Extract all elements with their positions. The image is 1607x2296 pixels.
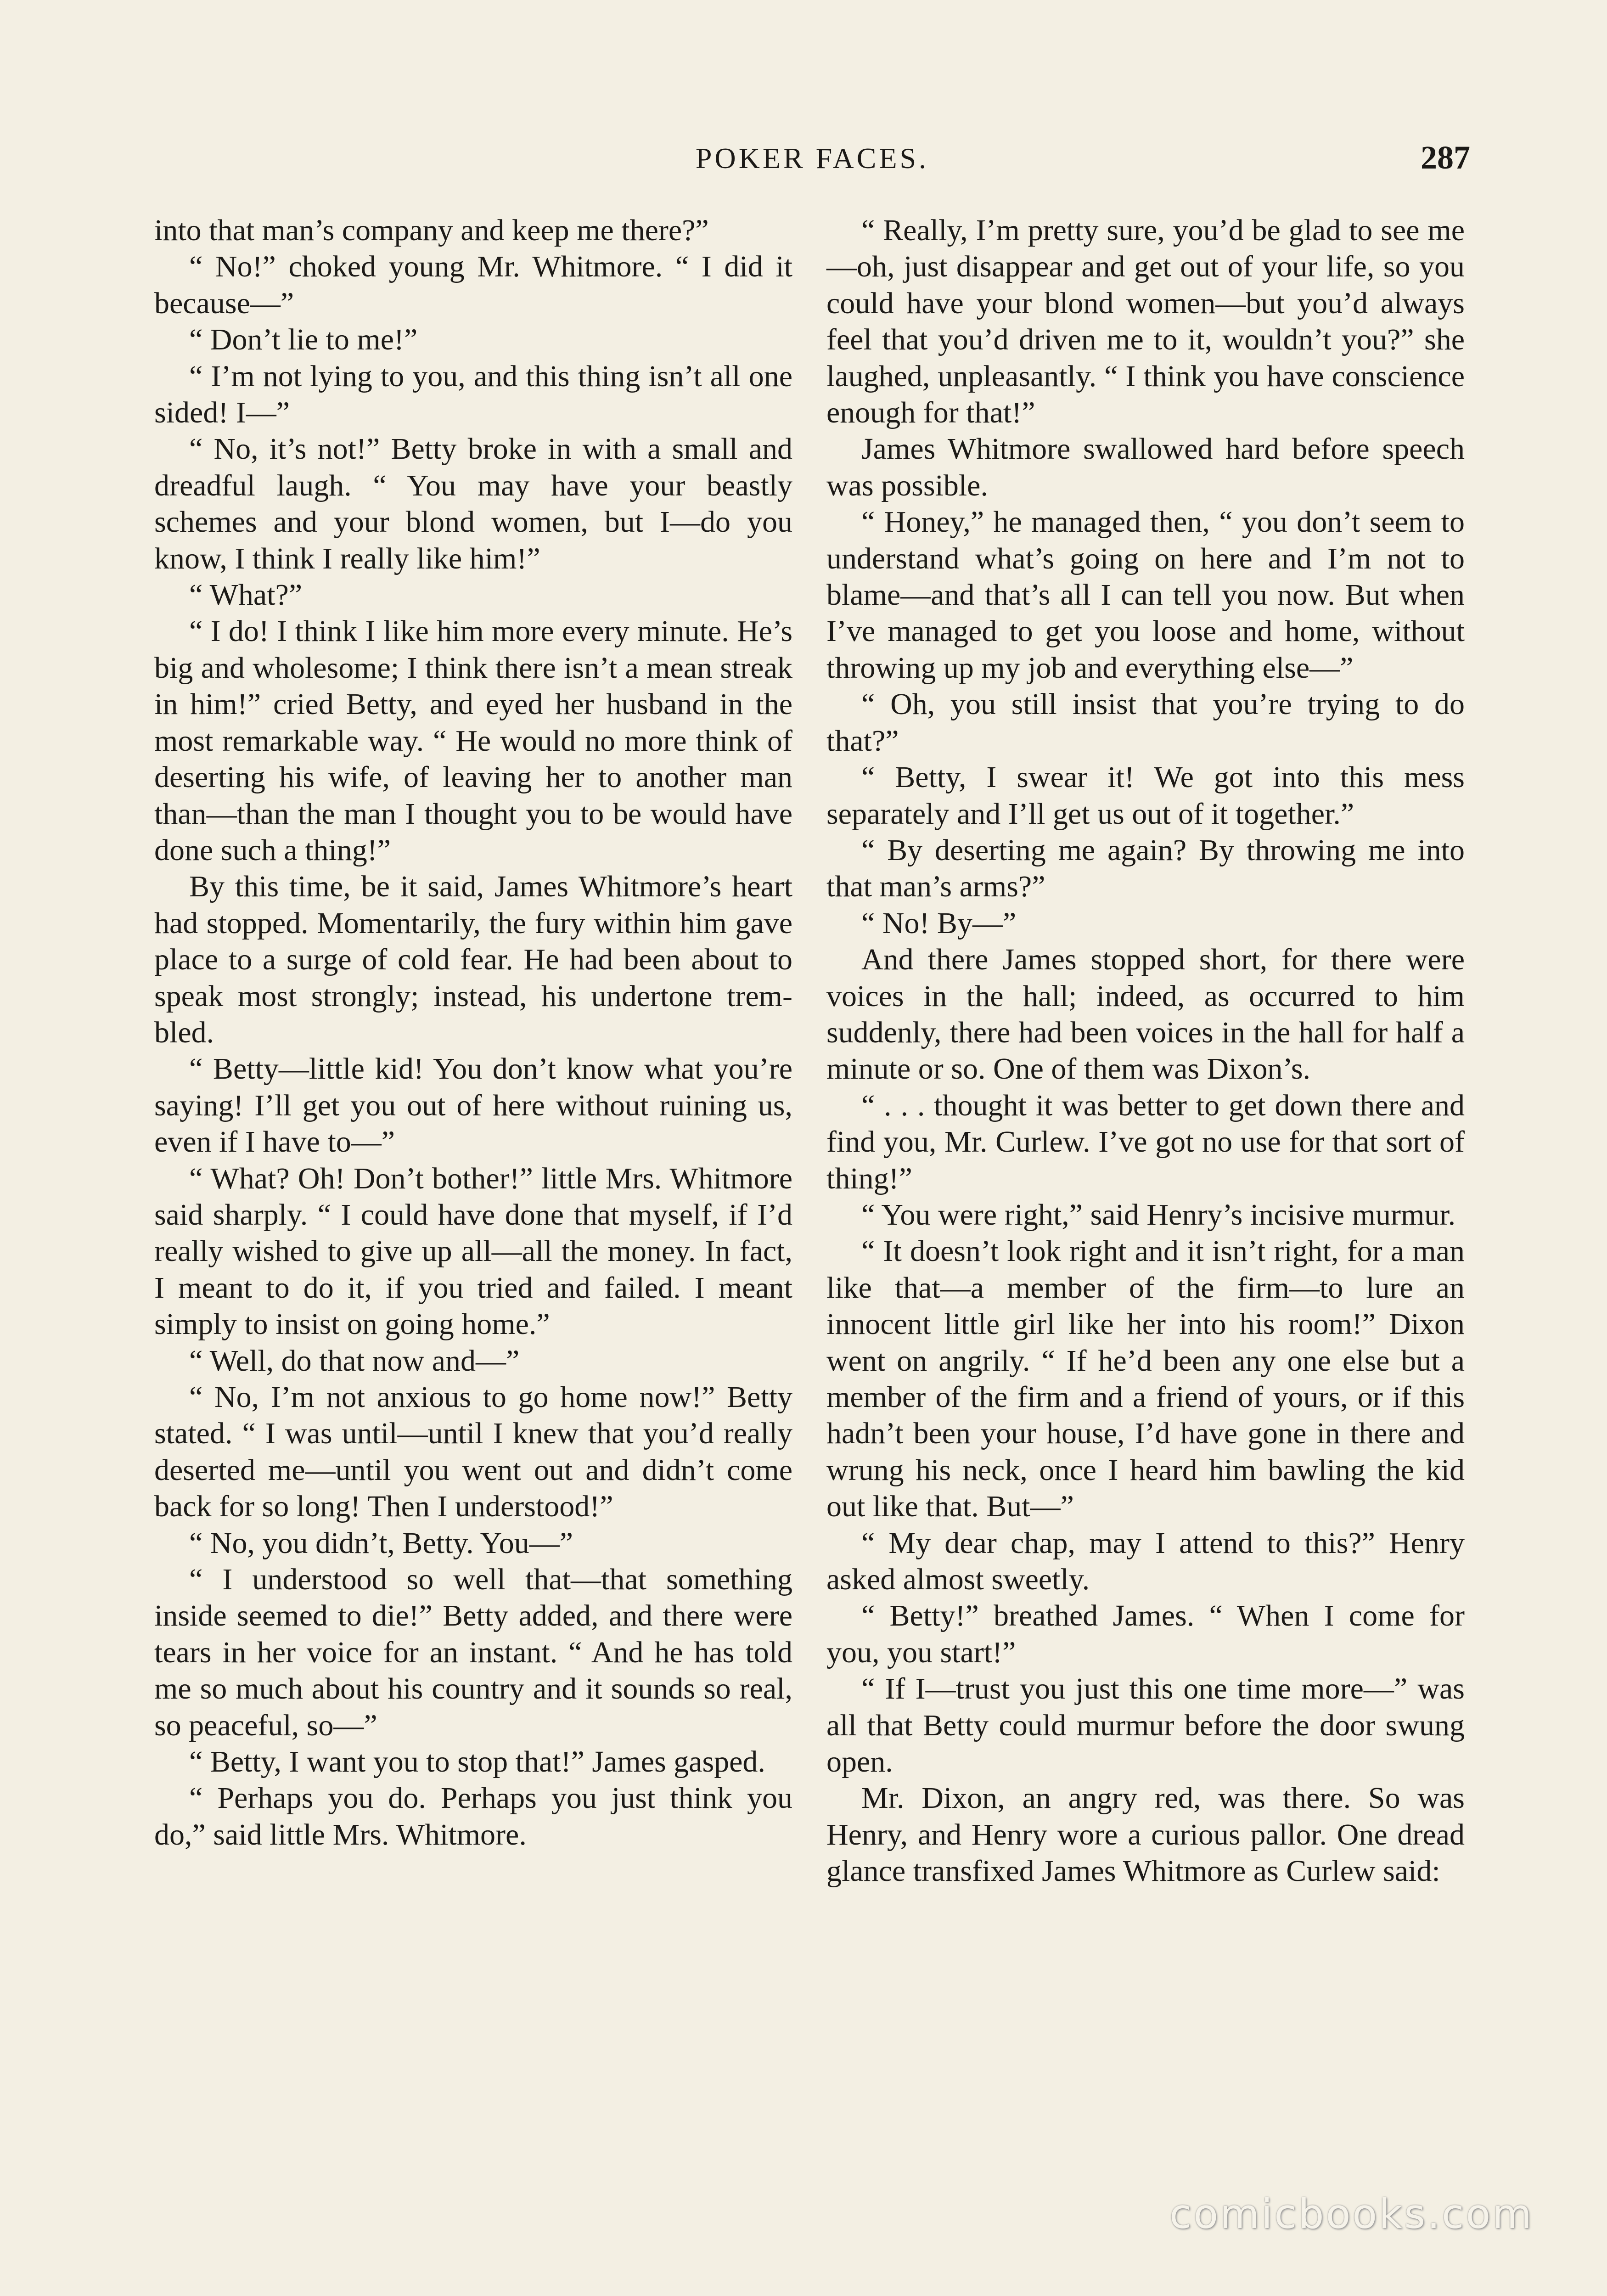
paragraph: “ I do! I think I like him more every minute. He’s big and wholesome; I think there isn’t a mean streak in him!” cried Betty, and eyed her husband in the most remarkable way. “ He would no more think of deserting his wife, of leaving her to another man than—than the man I thought you to be would have done such a thing!” [154, 614, 792, 867]
running-head [154, 141, 1470, 187]
paragraph: into that man’s company and keep me there?” [154, 214, 709, 247]
paragraph: “ No! By—” [861, 906, 1017, 940]
paragraph: “ It doesn’t look right and it isn’t right, for a man like that—a member of the firm—to lure an innocent little girl like her into his room!” Dixon went on angrily. “ If he’d been any one else but a member of the firm and a friend of yours, or if this hadn’t been your house, I’d have gone in there and wrung his neck, once I heard him bawling the kid out like that. But—” [826, 1234, 1465, 1524]
paragraph: James Whitmore swallowed hard before speech was possible. [826, 432, 1465, 502]
paragraph: “ I’m not lying to you, and this thing isn’t all one sided! I—” [154, 359, 792, 430]
paragraph: “ By deserting me again? By throwing me into that man’s arms?” [826, 833, 1465, 904]
text-column-right [826, 212, 1465, 1890]
paragraph: “ If I—trust you just this one time more—” was all that Betty could murmur before the door swung open. [826, 1672, 1465, 1779]
paragraph: “ Well, do that now and—” [189, 1344, 520, 1378]
site-watermark: comicbooks.com [1169, 2190, 1534, 2238]
paragraph: “ No, it’s not!” Betty broke in with a small and dreadful laugh. “ You may have your beastly schemes and your blond women, but I—do you know, I think I really like him!” [154, 432, 792, 575]
paragraph: “ Betty—little kid! You don’t know what you’re saying! I’ll get you out of here without ruining us, even if I have to—” [154, 1052, 792, 1159]
paragraph: And there James stopped short, for there were voices in the hall; indeed, as occurred to him suddenly, there had been voices in the hall for half a minute or so. One of them was Dixon’s. [826, 943, 1465, 1086]
paragraph: “ What?” [189, 578, 303, 612]
paragraph: “ Oh, you still insist that you’re trying to do that?” [826, 687, 1465, 758]
paragraph: By this time, be it said, James Whitmore’s heart had stopped. Momentarily, the fury within him gave place to a surge of cold fear. He had been about to speak most strongly; instead, his undertone trembled. [154, 870, 792, 1049]
paragraph: “ Honey,” he managed then, “ you don’t seem to understand what’s going on here and I’m not to blame—and that’s all I can tell you now. But when I’ve managed to get you loose and home, without throwing up my job and everything else—” [826, 505, 1465, 685]
text-column-left [154, 212, 792, 1853]
paragraph: “ Really, I’m pretty sure, you’d be glad to see me—oh, just disappear and get out of your life, so you could have your blond women—but you’d always feel that you’d driven me to it, wouldn’t you?” she laughed, unpleasantly. “ I think you have conscience enough for that!” [826, 214, 1465, 430]
paragraph: Mr. Dixon, an angry red, was there. So was Henry, and Henry wore a curious pallor. One dread glance transfixed James Whitmore as Curlew said: [826, 1781, 1465, 1888]
paragraph: “ No, I’m not anxious to go home now!” Betty stated. “ I was until—until I knew that you’d really deserted me—until you went out and didn’t come back for so long! Then I understood!” [154, 1380, 792, 1524]
page-number: 287 [1421, 139, 1470, 176]
paragraph: “ What? Oh! Don’t bother!” little Mrs. Whitmore said sharply. “ I could have done that myself, if I’d really wished to give up all—all the money. In fact, I meant to do it, if you tried and failed. I meant simply to insist on going home.” [154, 1161, 792, 1341]
paragraph: “ No, you didn’t, Betty. You—” [189, 1526, 573, 1560]
paragraph: “ I understood so well that—that something inside seemed to die!” Betty added, and there were tears in her voice for an instant. “ And he has told me so much about his country and it sounds so real, so peaceful, so—” [154, 1563, 792, 1742]
paragraph: “ Betty, I swear it! We got into this mess separately and I’ll get us out of it together.” [826, 760, 1465, 831]
paragraph: “ My dear chap, may I attend to this?” Henry asked almost sweetly. [826, 1526, 1465, 1597]
paragraph: “ . . . thought it was better to get down there and find you, Mr. Curlew. I’ve got no use for that sort of thing!” [826, 1088, 1465, 1195]
paragraph: “ Perhaps you do. Perhaps you just think you do,” said little Mrs. Whitmore. [154, 1781, 792, 1851]
paragraph: “ You were right,” said Henry’s incisive murmur. [861, 1198, 1456, 1232]
running-title: POKER FACES. [695, 142, 929, 174]
paragraph: “ Betty, I want you to stop that!” James gasped. [189, 1745, 765, 1779]
paragraph: “ Betty!” breathed James. “ When I come for you, you start!” [826, 1599, 1465, 1669]
paragraph: “ Don’t lie to me!” [189, 323, 418, 357]
paragraph: “ No!” choked young Mr. Whitmore. “ I did it because—” [154, 250, 792, 320]
